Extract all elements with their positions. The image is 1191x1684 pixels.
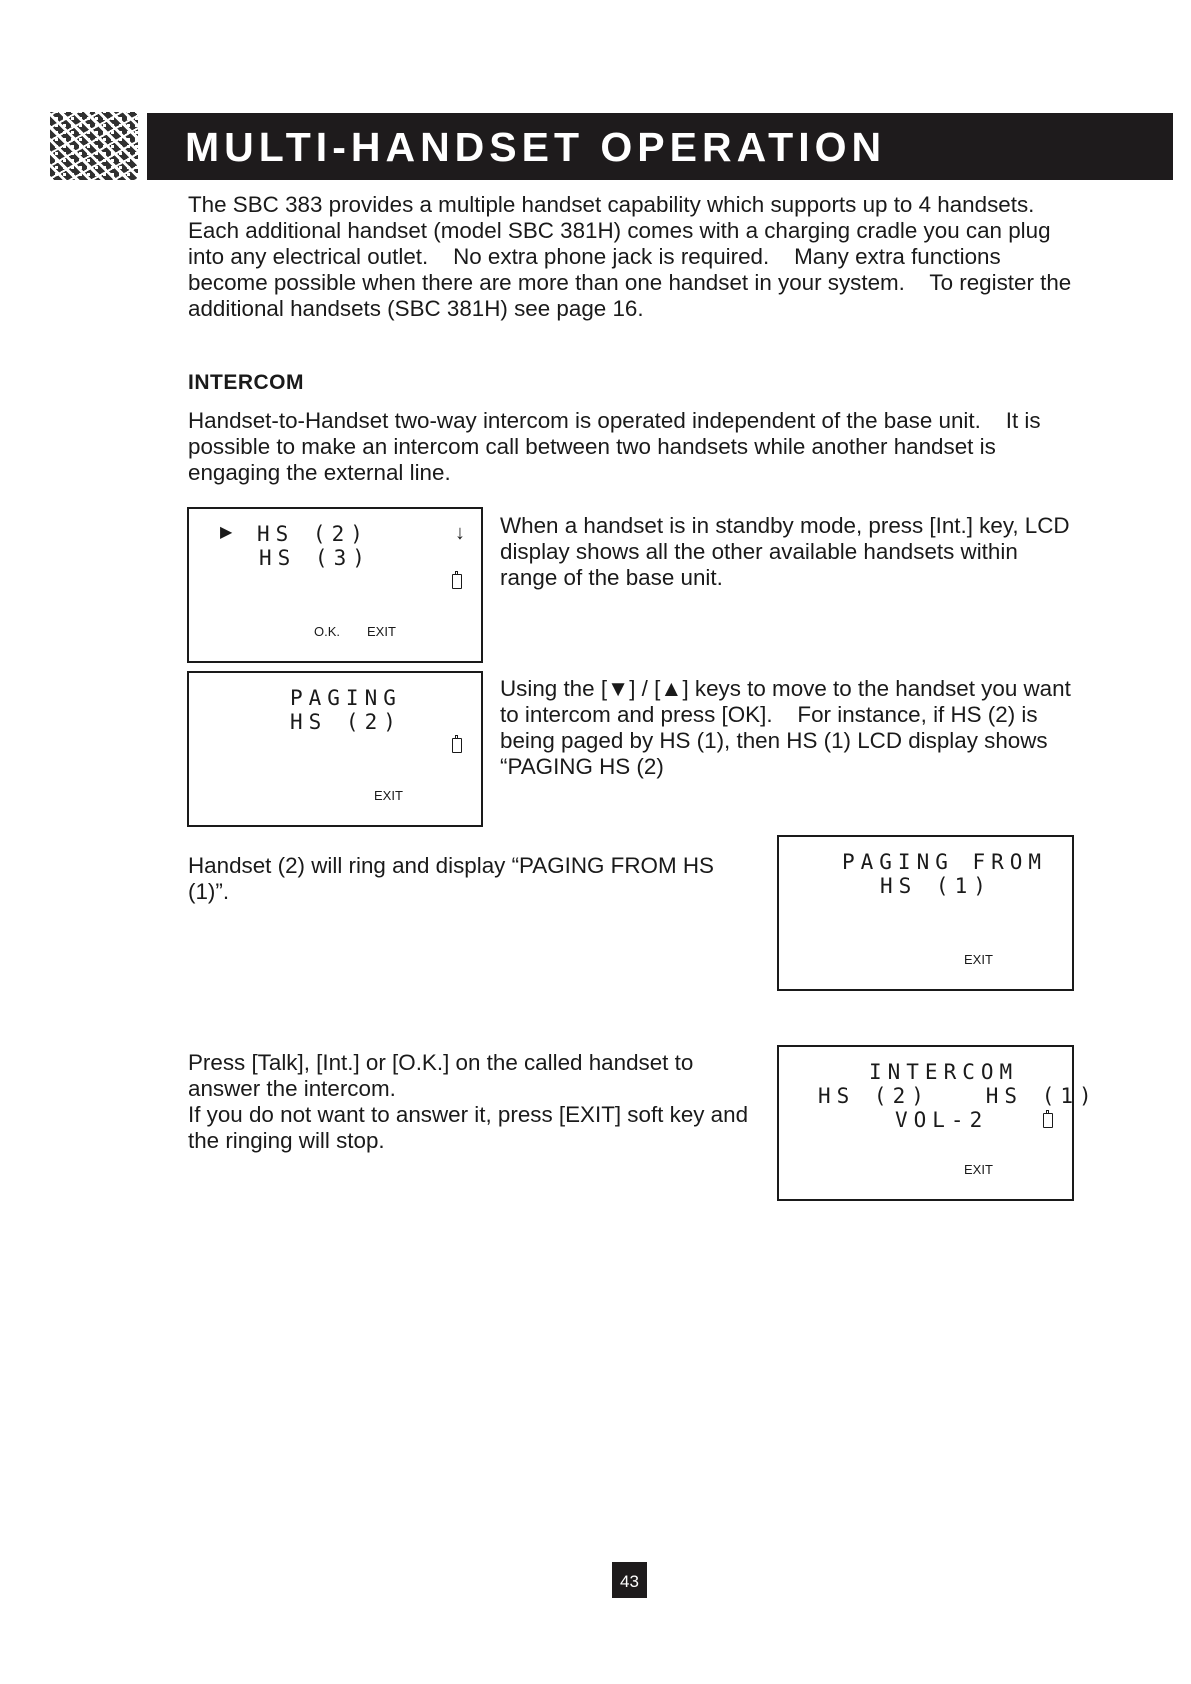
lcd-line: HS (2) [257,522,369,546]
step4-line: the ringing will stop. [188,1128,385,1153]
lcd-intercom [777,1045,1098,1201]
step1-text [500,513,1100,591]
step2-line: Using the [▼] / [▲] keys to move to the handset you want [500,676,1071,701]
intro-line: become possible when there are more than one handset in your system. To register the [188,270,1072,295]
intro-line: additional handsets (SBC 381H) see page 16. [188,296,644,321]
step4-line: answer the intercom. [188,1076,396,1101]
logo-pattern [50,112,138,180]
intercom-line: engaging the external line. [188,460,451,485]
intro-line: into any electrical outlet. No extra phone jack is required. Many extra functions [188,244,1001,269]
step1-line: display shows all the other available handsets within [500,539,1018,564]
step3-text [188,853,728,905]
softkey-ok: O.K. [314,624,341,639]
intercom-line: Handset-to-Handset two-way intercom is operated independent of the base unit. It is [188,408,1041,433]
lcd-paging-from [777,835,1074,991]
page-title: MULTI-HANDSET OPERATION [185,124,887,170]
intercom-paragraph [188,408,1088,486]
lcd-line: HS (2) HS (1) [818,1084,1098,1108]
step2-line: “PAGING HS (2) [500,754,664,779]
intercom-line: possible to make an intercom call between two handsets while another handset is [188,434,996,459]
lcd-line: HS (3) [259,546,371,570]
battery-icon [452,574,462,589]
scroll-down-arrow-icon: ↓ [455,522,465,544]
step1-line: range of the base unit. [500,565,723,590]
battery-icon [1043,1113,1053,1128]
cursor-arrow-icon: ▶ [220,524,233,541]
step4-line: If you do not want to answer it, press [EXIT] soft key and [188,1102,749,1127]
softkey-exit: EXIT [964,952,993,967]
lcd-handset-list [187,507,483,663]
softkey-exit: EXIT [964,1162,993,1177]
lcd-line: HS (2) [290,710,402,734]
step3-line: Handset (2) will ring and display “PAGING FROM HS [188,853,714,878]
step2-text [500,676,1100,780]
lcd-line: VOL-2 [895,1108,989,1132]
lcd-line: PAGING FROM [842,850,1048,874]
title-bar [147,113,1173,180]
step4-line: Press [Talk], [Int.] or [O.K.] on the called handset to [188,1050,694,1075]
step4-text [188,1050,768,1154]
step2-line: being paged by HS (1), then HS (1) LCD display shows [500,728,1048,753]
softkey-exit: EXIT [374,788,403,803]
battery-icon [452,738,462,753]
softkey-exit: EXIT [367,624,396,639]
section-heading-intercom: INTERCOM [188,371,304,394]
intro-line: The SBC 383 provides a multiple handset capability which supports up to 4 handsets. [188,192,1035,217]
lcd-line: HS (1) [880,874,992,898]
lcd-paging [187,671,483,827]
step2-line: to intercom and press [OK]. For instance, if HS (2) is [500,702,1038,727]
intro-line: Each additional handset (model SBC 381H) comes with a charging cradle you can plug [188,218,1051,243]
step3-line: (1)”. [188,879,230,904]
intro-paragraph [188,192,1088,322]
page-number: 43 [612,1562,647,1598]
lcd-line: INTERCOM [869,1060,1019,1084]
lcd-line: PAGING [290,686,402,710]
step1-line: When a handset is in standby mode, press [Int.] key, LCD [500,513,1070,538]
